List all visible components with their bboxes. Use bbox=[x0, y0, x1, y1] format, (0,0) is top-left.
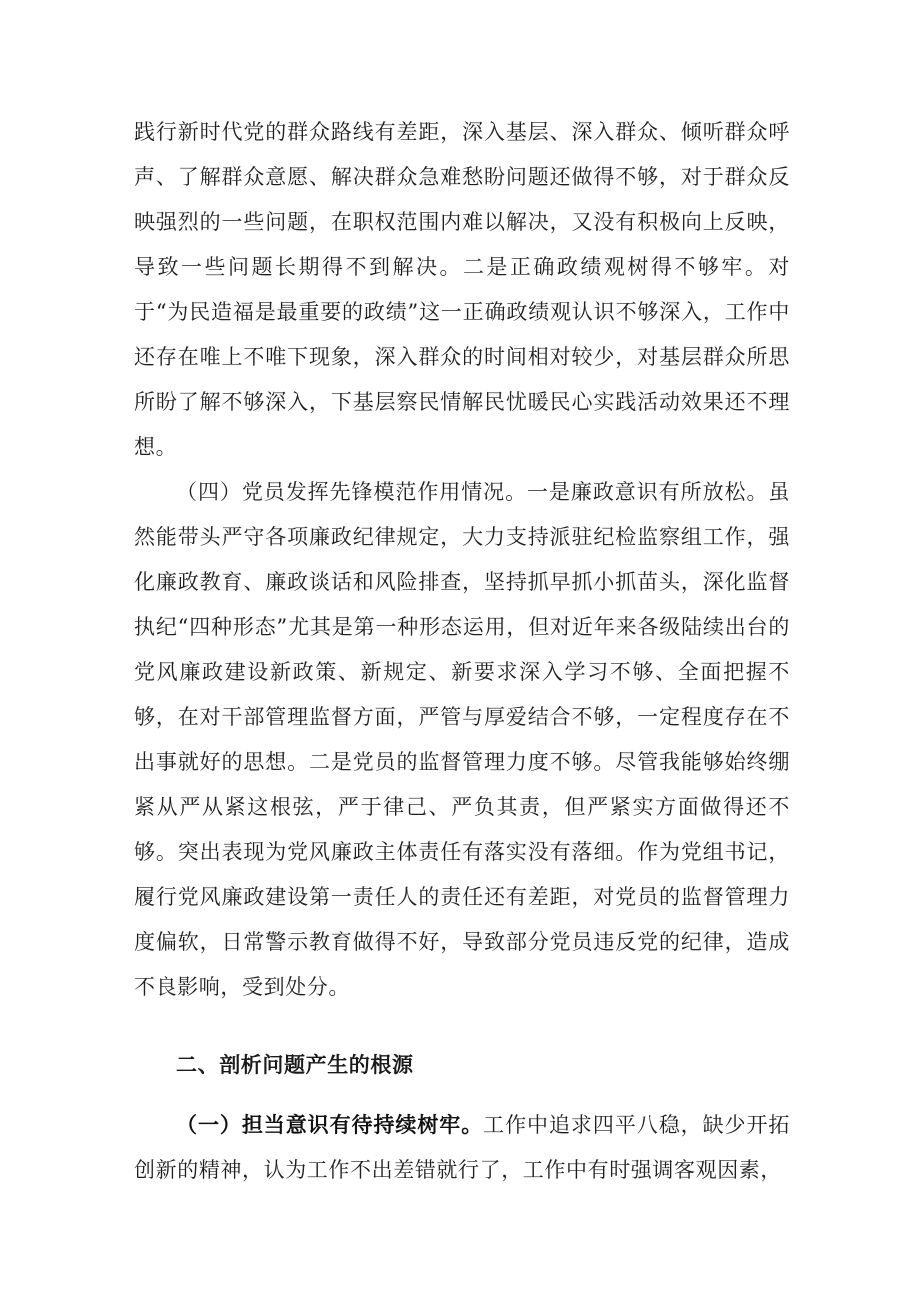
section-heading: 二、剖析问题产生的根源 bbox=[176, 1053, 414, 1077]
paragraph-continuation: 践行新时代党的群众路线有差距，深入基层、深入群众、倾听群众呼声、了解群众意愿、解决群众急难愁盼问题还做得不够，对于群众反映强烈的一些问题，在职权范围内难以解决，又没有积极向上反映，导致一些问题长期得不到解决。二是正确政绩观树得不够牢。对于“为民造福是最重要的政绩”这一正确政绩观认识不够深入，工作中还存在唯上不唯下现象，深入群众的时间相对较少，对基层群众所思所盼了解不够深入，下基层察民情解民忧暖民心实践活动效果还不理想。 bbox=[134, 120, 790, 459]
paragraph-body-text: 工作中追求四平八稳，缺少开拓创新的精神，认为工作不出差错就行了，工作中有时强调客观因素， bbox=[134, 1113, 790, 1182]
paragraph-root-cause-1 bbox=[134, 1103, 790, 1193]
paragraph-lead-title: （一）担当意识有待持续树牢。 bbox=[176, 1113, 484, 1137]
paragraph-party-member-role: （四）党员发挥先锋模范作用情况。一是廉政意识有所放松。虽然能带头严守各项廉政纪律规定，大力支持派驻纪检监察组工作，强化廉政教育、廉政谈话和风险排查，坚持抓早抓小抓苗头，深化监督执纪“四种形态”尤其是第一种形态运用，但对近年来各级陆续出台的党风廉政建设新政策、新规定、新要求深入学习不够、全面把握不够，在对干部管理监督方面，严管与厚爱结合不够，一定程度存在不出事就好的思想。二是党员的监督管理力度不够。尽管我能够始终绷紧从严从紧这根弦，严于律己、严负其责，但严紧实方面做得还不够。突出表现为党风廉政主体责任有落实没有落细。作为党组书记，履行党风廉政建设第一责任人的责任还有差距，对党员的监督管理力度偏软，日常警示教育做得不好，导致部分党员违反党的纪律，造成不良影响，受到处分。 bbox=[134, 480, 790, 999]
